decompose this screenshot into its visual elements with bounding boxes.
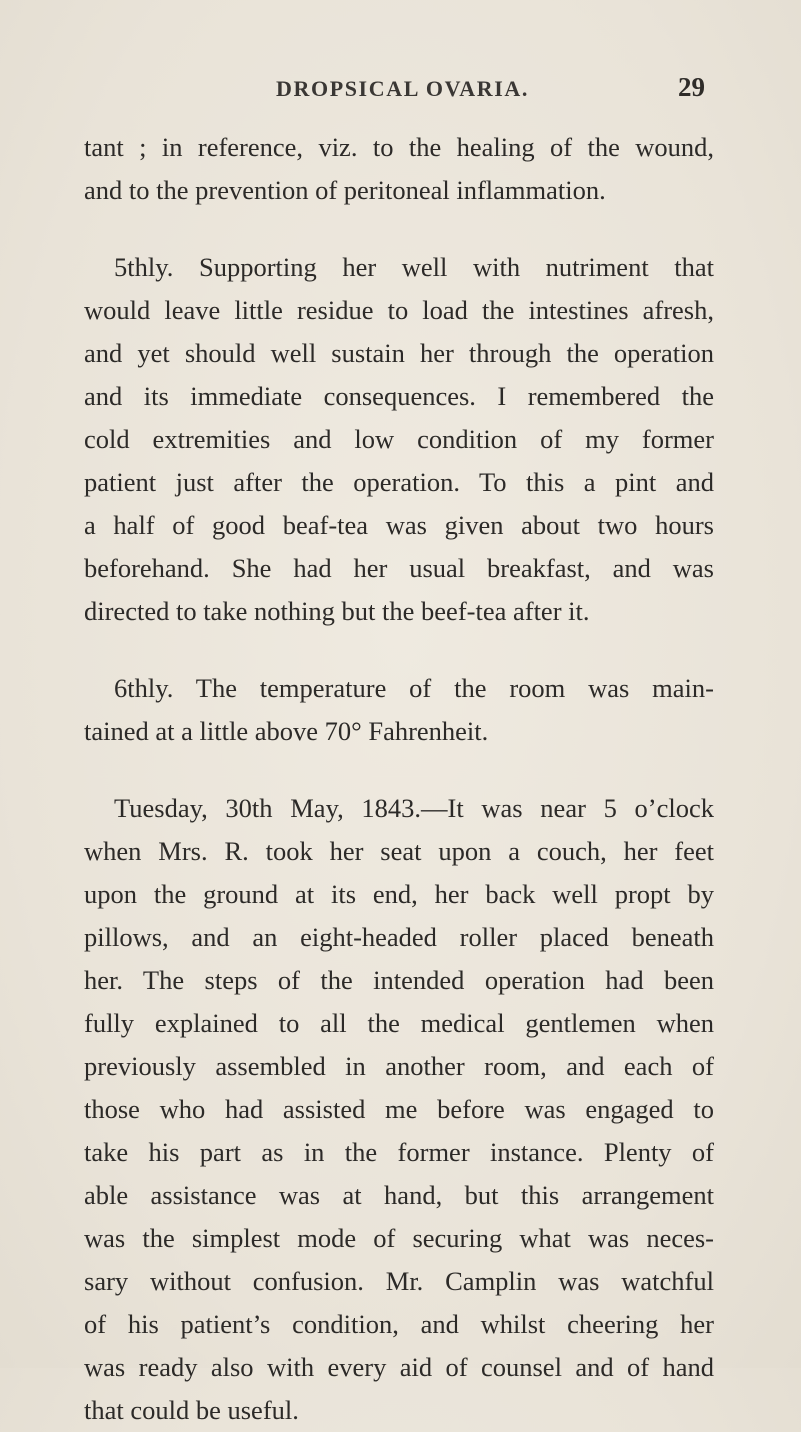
text-line: 5thly. Supporting her well with nutriment that: [114, 252, 714, 282]
text-line: able assistance was at hand, but this arrangement: [84, 1180, 714, 1210]
text-line: directed to take nothing but the beef-tea after it.: [84, 596, 590, 626]
text-line: of his patient’s condition, and whilst cheering her: [84, 1309, 714, 1339]
text-line: pillows, and an eight-headed roller placed beneath: [84, 922, 714, 952]
text-line: was ready also with every aid of counsel and of hand: [84, 1352, 714, 1382]
text-line: was the simplest mode of securing what was neces-: [84, 1223, 714, 1253]
text-line: a half of good beaf-tea was given about two hours: [84, 510, 714, 540]
text-line: and its immediate consequences. I remembered the: [84, 381, 714, 411]
text-line: tant ; in reference, viz. to the healing of the wound,: [84, 132, 714, 162]
text-line: when Mrs. R. took her seat upon a couch, her feet: [84, 836, 714, 866]
text-line: would leave little residue to load the intestines afresh,: [84, 295, 714, 325]
text-line: and to the prevention of peritoneal inflammation.: [84, 175, 606, 205]
text-line: that could be useful.: [84, 1395, 299, 1425]
paragraph: [84, 667, 714, 753]
text-line: Tuesday, 30th May, 1843.—It was near 5 o’clock: [114, 793, 714, 823]
text-line: 6thly. The temperature of the room was main-: [114, 673, 714, 703]
text-line: tained at a little above 70° Fahrenheit.: [84, 716, 489, 746]
paragraph: [84, 126, 714, 212]
paragraph: [84, 787, 714, 1432]
text-line: patient just after the operation. To this a pint and: [84, 467, 714, 497]
text-line: previously assembled in another room, and each of: [84, 1051, 714, 1081]
text-line: sary without confusion. Mr. Camplin was watchful: [84, 1266, 714, 1296]
running-head: DROPSICAL OVARIA.: [276, 76, 529, 101]
text-line: and yet should well sustain her through the operation: [84, 338, 714, 368]
text-line: take his part as in the former instance. Plenty of: [84, 1137, 714, 1167]
text-line: cold extremities and low condition of my former: [84, 424, 714, 454]
text-line: beforehand. She had her usual breakfast, and was: [84, 553, 714, 583]
page-header: [0, 72, 801, 110]
page-number: 29: [678, 72, 705, 102]
body-text: [84, 126, 714, 1432]
text-line: those who had assisted me before was engaged to: [84, 1094, 714, 1124]
text-line: her. The steps of the intended operation had been: [84, 965, 714, 995]
text-line: fully explained to all the medical gentlemen when: [84, 1008, 714, 1038]
text-line: upon the ground at its end, her back well propt by: [84, 879, 714, 909]
paragraph: [84, 246, 714, 633]
